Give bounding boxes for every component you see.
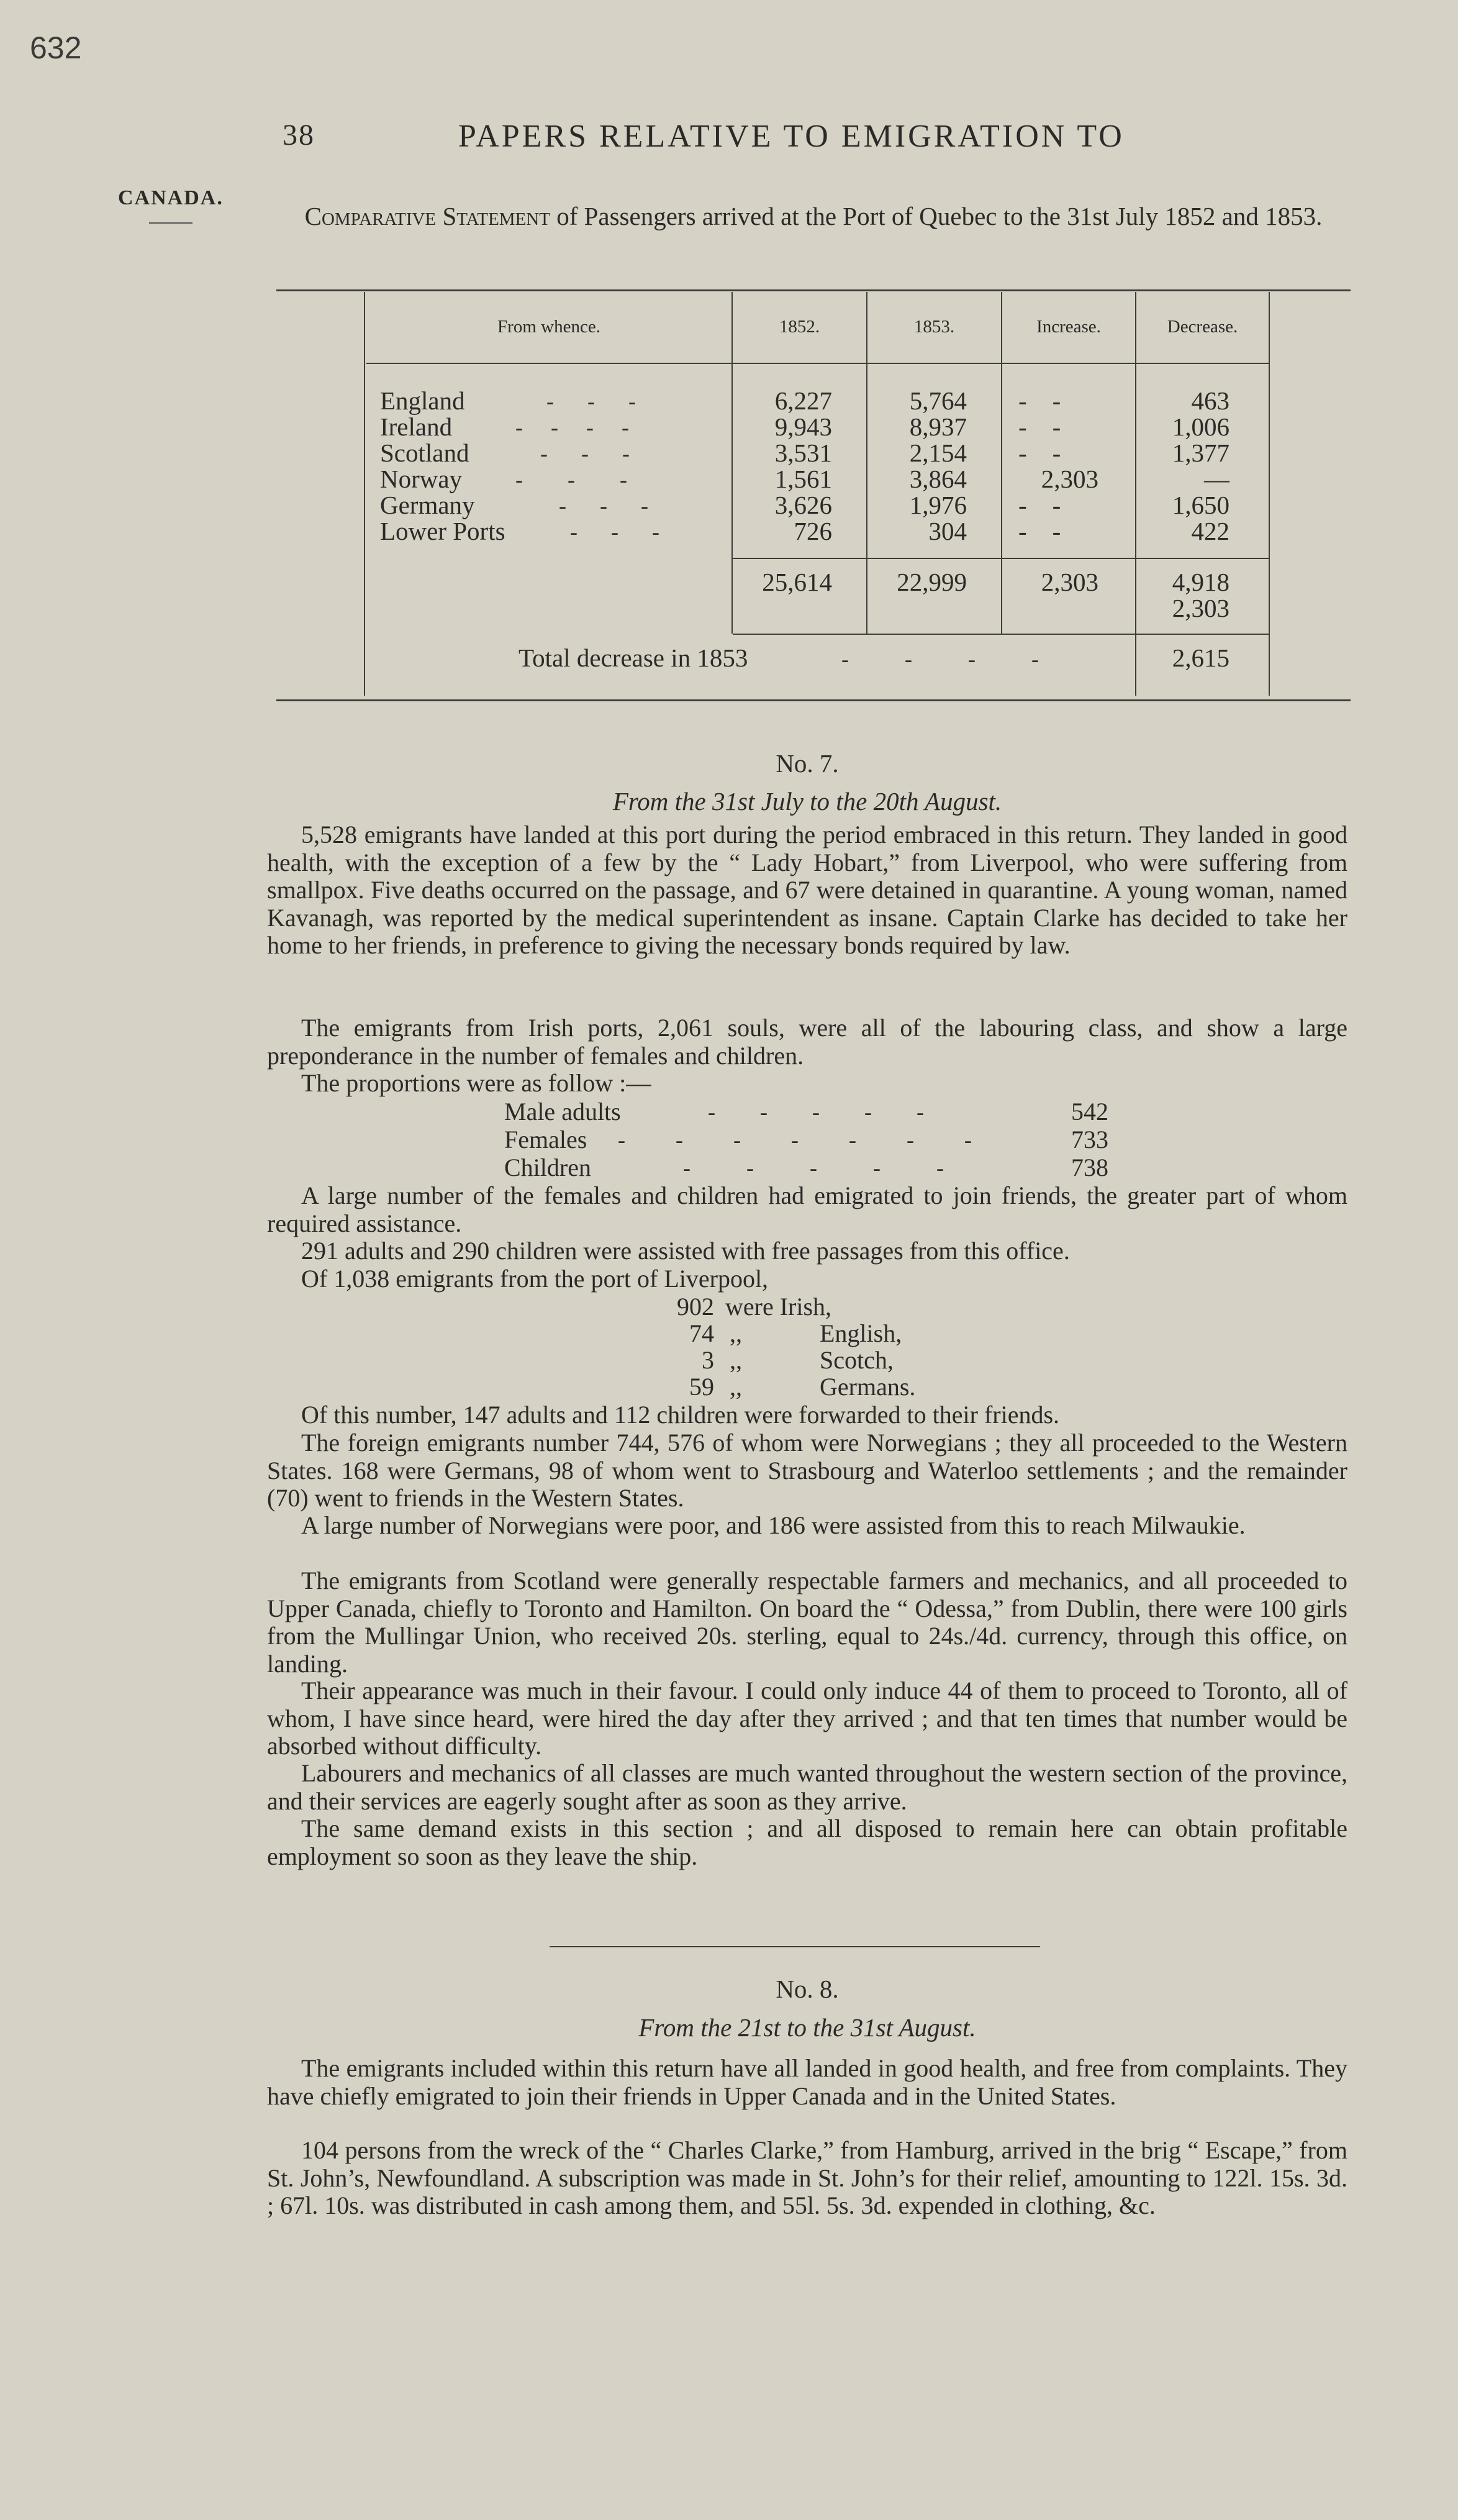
section7-p2: The emigrants from Irish ports, 2,061 souls, were all of the labouring class, and show a large preponderance in the number of females and children.: [267, 1014, 1347, 1070]
section7-subheading: From the 31st July to the 20th August.: [612, 787, 1002, 816]
row-decrease: 422: [1191, 517, 1229, 545]
row-increase: 2,303: [1041, 465, 1098, 493]
row-1853: 5,764: [909, 386, 967, 415]
section7-p7: Of this number, 147 adults and 112 children were forwarded to their friends.: [301, 1401, 1060, 1429]
leader-dots: - - - -: [515, 415, 629, 440]
total-1852: 25,614: [762, 568, 832, 596]
leader-dots: - - -: [540, 441, 630, 466]
liverpool-count: 902: [677, 1293, 714, 1321]
leader-dots: - - -: [515, 467, 627, 492]
header-increase: Increase.: [1036, 317, 1101, 337]
row-decrease: —: [1204, 465, 1229, 493]
page-number: 38: [283, 119, 315, 152]
row-place: Norway: [380, 465, 463, 493]
row-increase: - -: [1018, 439, 1061, 467]
table-header-rule: [366, 363, 1270, 364]
section8-heading: No. 8.: [776, 1975, 839, 2003]
proportion-label: Male adults: [504, 1098, 621, 1126]
row-1853: 8,937: [909, 412, 967, 441]
total-decrease-label: Total decrease in 1853: [518, 644, 748, 672]
section7-p5: 291 adults and 290 children were assisted with free passages from this office.: [301, 1237, 1070, 1265]
liverpool-count: 74: [689, 1319, 714, 1347]
row-1853: 1,976: [909, 491, 967, 519]
row-1853: 3,864: [909, 465, 967, 493]
table-col-rule: [364, 292, 365, 696]
liverpool-count: 3: [702, 1346, 714, 1374]
section7-p4: A large number of the females and children had emigrated to join friends, the greater part of whom required assistance.: [267, 1181, 1347, 1237]
row-place: Lower Ports: [380, 517, 505, 545]
row-place: England: [380, 386, 465, 415]
section7-p10: The emigrants from Scotland were generally respectable farmers and mechanics, and all proceeded to Upper Canada, chiefly to Toronto and Hamilton. On board the “ Odessa,” from Dublin, there were 100 girls from the Mullingar Union, who received 20s. sterling, equal to 24s./4d. currency, through this office, on landing.: [267, 1567, 1347, 1678]
row-1852: 1,561: [774, 465, 832, 493]
header-1852: 1852.: [779, 317, 820, 337]
total-decrease: 4,918: [1172, 568, 1229, 596]
section7-p11: Their appearance was much in their favour. I could only induce 44 of them to proceed to Toronto, all of whom, I have since heard, were hired the day after they arrived ; and that ten times that number would be absorbed without difficulty.: [267, 1676, 1347, 1760]
margin-note: CANADA.: [118, 186, 224, 209]
section-divider: [550, 1946, 1040, 1947]
section7-p8: The foreign emigrants number 744, 576 of whom were Norwegians ; they all proceeded to the Western States. 168 were Germans, 98 of whom went to Strasbourg and Waterloo settlements ; and the remainder (70) went to friends in the Western States.: [267, 1429, 1347, 1512]
section7-p1: 5,528 emigrants have landed at this port during the period embraced in this return. They landed in good health, with the exception of a few by the “ Lady Hobart,” from Liverpool, who were suffering from smallpox. Five deaths occurred on the passage, and 67 were detained in quarantine. A young woman, named Kavanagh, was reported by the medical superintendent as insane. Captain Clarke has decided to take her home to her friends, in preference to giving the necessary bonds required by law.: [267, 821, 1347, 959]
total-decrease-less: 2,303: [1172, 594, 1229, 622]
proportion-value: 542: [1071, 1098, 1108, 1126]
table-col-rule: [1269, 292, 1270, 696]
table-caption: [267, 200, 1360, 232]
leader-dots: - - - -: [841, 647, 1039, 671]
section7-heading: No. 7.: [776, 749, 839, 778]
section8-p1: The emigrants included within this return have all landed in good health, and free from complaints. They have chiefly emigrated to join their friends in Upper Canada and in the United States.: [267, 2054, 1347, 2110]
header-decrease: Decrease.: [1167, 317, 1238, 337]
row-increase: - -: [1018, 517, 1061, 545]
proportion-label: Females: [504, 1126, 587, 1153]
row-place: Scotland: [380, 439, 469, 467]
liverpool-label: Scotch,: [820, 1346, 894, 1374]
leader-dots: - - -: [546, 389, 636, 414]
sheet-number: 632: [30, 30, 82, 65]
row-1852: 3,626: [774, 491, 832, 519]
leader-dots: - - - - -: [683, 1155, 944, 1180]
section7-p9: A large number of Norwegians were poor, and 186 were assisted from this to reach Milwaukie.: [301, 1511, 1246, 1539]
section7-p13: The same demand exists in this section ; and all disposed to remain here can obtain profitable employment so soon as they leave the ship.: [267, 1814, 1347, 1870]
table-bottom-rule: [276, 699, 1351, 701]
row-decrease: 1,377: [1172, 439, 1229, 467]
section7-p6: Of 1,038 emigrants from the port of Liverpool,: [301, 1265, 769, 1293]
liverpool-label: were Irish,: [725, 1293, 832, 1321]
leader-dots: - - - - -: [708, 1099, 924, 1124]
row-decrease: 1,650: [1172, 491, 1229, 519]
liverpool-label: Germans.: [820, 1373, 916, 1401]
proportion-label: Children: [504, 1153, 591, 1181]
leader-dots: - - -: [559, 493, 648, 518]
row-increase: - -: [1018, 386, 1061, 415]
row-1853: 304: [928, 517, 967, 545]
row-1852: 6,227: [774, 386, 832, 415]
liverpool-label: English,: [820, 1319, 902, 1347]
leader-dots: - - -: [570, 519, 659, 544]
row-1852: 3,531: [774, 439, 832, 467]
row-1853: 2,154: [909, 439, 967, 467]
row-place: Germany: [380, 491, 475, 519]
liverpool-ditto: ,,: [730, 1346, 742, 1374]
proportion-value: 738: [1071, 1153, 1108, 1181]
row-place: Ireland: [380, 412, 453, 441]
running-head: PAPERS RELATIVE TO EMIGRATION TO: [458, 119, 1125, 154]
leader-dots: - - - - - - -: [618, 1127, 972, 1152]
row-1852: 9,943: [774, 412, 832, 441]
section8-p2: 104 persons from the wreck of the “ Charles Clarke,” from Hamburg, arrived in the brig “ Escape,” from St. John’s, Newfoundland. A subscription was made in St. John’s for their relief, amounting to 122l. 15s. 3d. ; 67l. 10s. was distributed in cash among them, and 55l. 5s. 3d. expended in clothing, &c.: [267, 2136, 1347, 2219]
margin-note-rule: [149, 222, 192, 224]
row-1852: 726: [794, 517, 832, 545]
liverpool-ditto: ,,: [730, 1319, 742, 1347]
row-decrease: 1,006: [1172, 412, 1229, 441]
row-increase: - -: [1018, 412, 1061, 441]
row-decrease: 463: [1191, 386, 1229, 415]
row-increase: - -: [1018, 491, 1061, 519]
total-1853: 22,999: [897, 568, 967, 596]
liverpool-ditto: ,,: [730, 1373, 742, 1401]
table-caption-smallcaps: Comparative Statement: [304, 202, 550, 230]
proportion-value: 733: [1071, 1126, 1108, 1153]
liverpool-count: 59: [689, 1373, 714, 1401]
section7-p12: Labourers and mechanics of all classes are much wanted throughout the western section of the province, and their services are eagerly sought after as soon as they arrive.: [267, 1759, 1347, 1815]
table-caption-text: of Passengers arrived at the Port of Quebec to the 31st July 1852 and 1853.: [556, 202, 1323, 230]
header-1853: 1853.: [913, 317, 955, 337]
total-increase: 2,303: [1041, 568, 1098, 596]
table-total-rule: [733, 634, 1270, 635]
total-decrease-value: 2,615: [1172, 644, 1229, 672]
table-top-rule: [276, 289, 1351, 291]
header-from-whence: From whence.: [497, 317, 600, 337]
section7-p3: The proportions were as follow :—: [301, 1069, 651, 1097]
section8-subheading: From the 21st to the 31st August.: [638, 2013, 976, 2042]
